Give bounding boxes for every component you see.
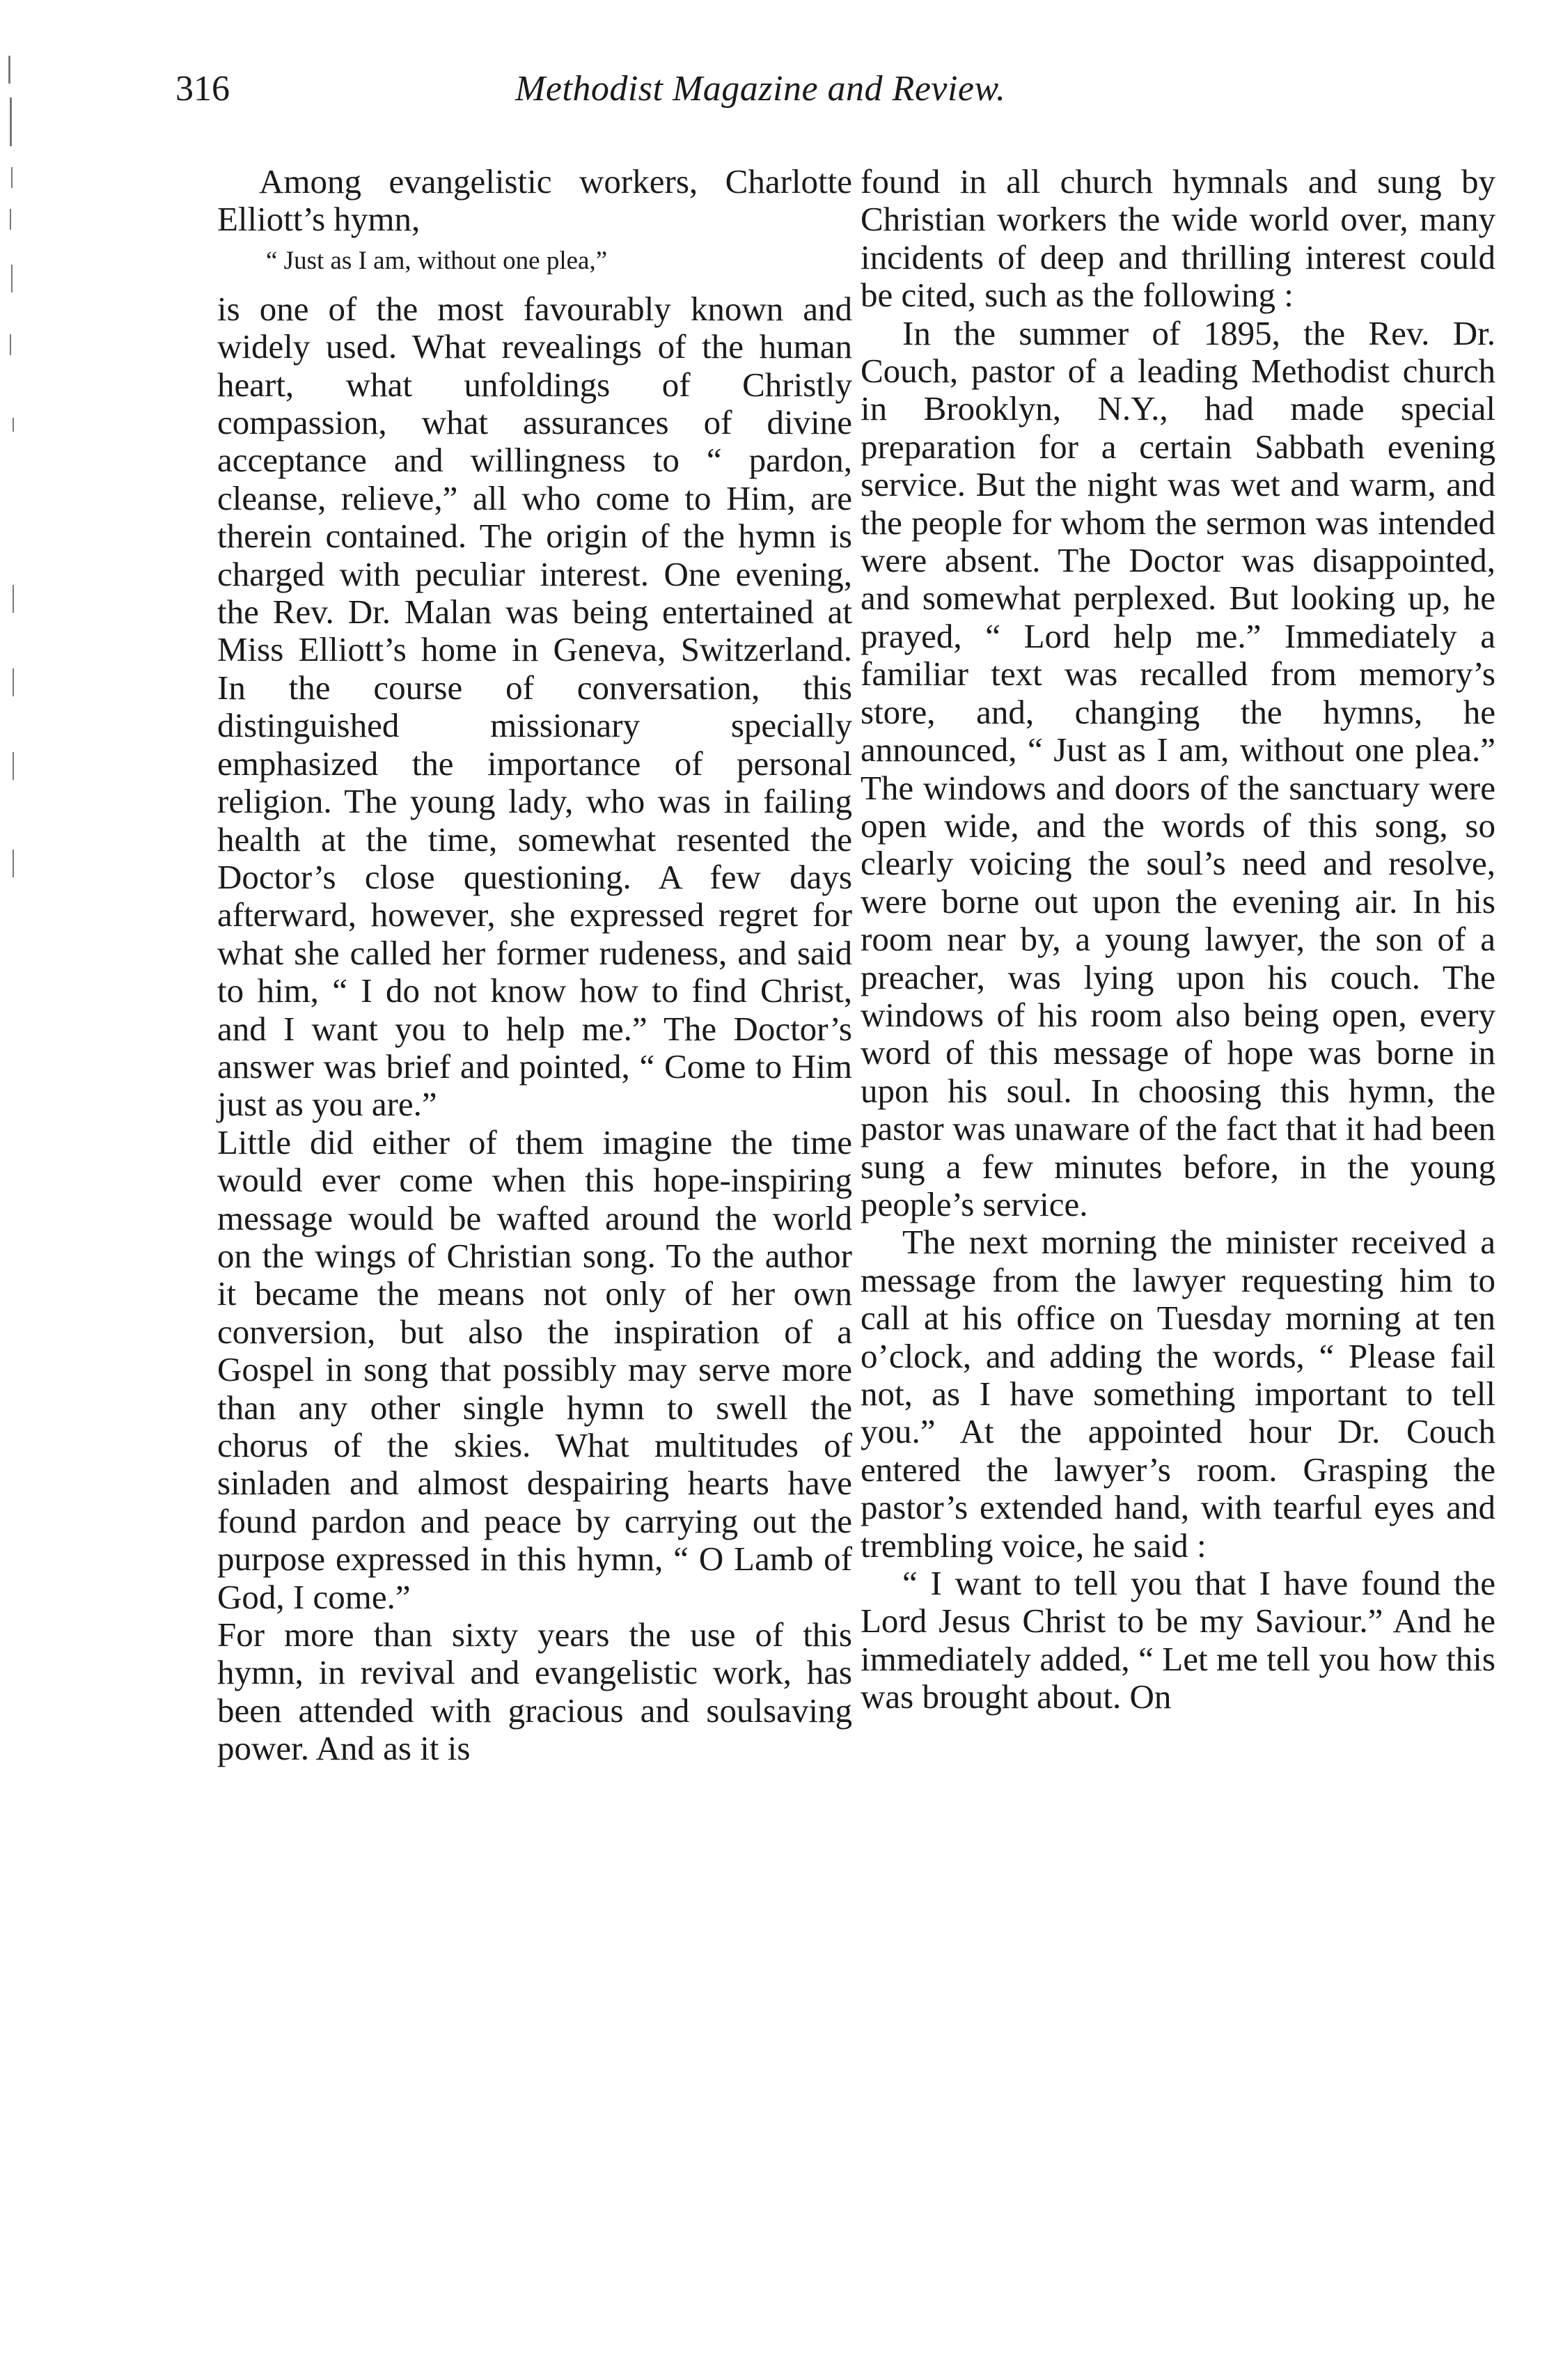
paragraph-continued: found in all church hymnals and sung by Christian workers the wide world over, many incidents of deep and thrilling interest could be cited, such as the following :	[861, 162, 1495, 315]
paragraph-summer-1895: In the summer of 1895, the Rev. Dr. Couch, pastor of a leading Methodist church in Brooklyn, N.Y., had made special preparation for a certain Sabbath evening service. But the night was wet and warm, and the people for whom the sermon was intended were absent. The Doctor was disappointed, and somewhat perplexed. But looking up, he prayed, “ Lord help me.” Immediately a familiar text was recalled from memory’s store, and, changing the hymns, he announced, “ Just as I am, without one plea.” The windows and doors of the sanctuary were open wide, and the words of this song, so clearly voicing the soul’s need and resolve, were borne out upon the evening air. In his room near by, a young lawyer, the son of a preacher, was lying upon his couch. The windows of his room also being open, every word of this message of hope was borne in upon his soul. In choosing this hymn, the pastor was unaware of the fact that it had been sung a few minutes before, in the young people’s service.	[861, 313, 1495, 1223]
margin-scan-marks	[6, 56, 26, 891]
paragraph-next-morning: The next morning the minister received a message from the lawyer requesting him to call at his office on Tuesday morning at ten o’clock, and adding the words, “ Please fail not, as I have something important to tell you.” At the appointed hour Dr. Couch entered the lawyer’s room. Grasping the pastor’s extended hand, with tearful eyes and trembling voice, he said :	[861, 1223, 1495, 1565]
paragraph-little-did: Little did either of them imagine the time would ever come when this hope-inspiring message would be wafted around the world on the wings of Christian song. To the author it became the means not only of her own conversion, but also the inspiration of a Gospel in song that possibly may serve more than any other single hymn to swell the chorus of the skies. What multitudes of sinladen and almost despairing hearts have found pardon and peace by carrying out the purpose expressed in this hymn, “ O Lamb of God, I come.”	[217, 1122, 852, 1616]
paragraph-intro: Among evangelistic workers, Charlotte Elliott’s hymn,	[217, 162, 852, 239]
hymn-first-line: “ Just as I am, without one plea,”	[266, 246, 608, 275]
left-column	[217, 163, 852, 1768]
paragraph-hymn-origin: is one of the most favourably known and widely used. What revealings of the human heart, what unfoldings of Christly compassion, what assurances of divine acceptance and willingness to “ pardon, cleanse, relieve,” all who come to Him, are therein contained. The origin of the hymn is charged with peculiar interest. One evening, the Rev. Dr. Malan was being entertained at Miss Elliott’s home in Geneva, Switzerland. In the course of conversation, this distinguished missionary specially emphasized the importance of personal religion. The young lady, who was in failing health at the time, somewhat resented the Doctor’s close questioning. A few days afterward, however, she expressed regret for what she called her former rudeness, and said to him, “ I do not know how to find Christ, and I want you to help me.” The Doctor’s answer was brief and pointed, “ Come to Him just as you are.”	[217, 289, 852, 1124]
running-head: Methodist Magazine and Review.	[515, 69, 1006, 109]
paragraph-sixty-years: For more than sixty years the use of this hymn, in revival and evangelistic work, has been attended with gracious and soulsaving power. And as it is	[217, 1615, 852, 1768]
paragraph-lawyer-quote: “ I want to tell you that I have found the Lord Jesus Christ to be my Saviour.” And he immediately added, “ Let me tell you how this was brought about. On	[861, 1564, 1495, 1716]
page-number: 316	[175, 69, 230, 109]
right-column	[861, 163, 1495, 1716]
